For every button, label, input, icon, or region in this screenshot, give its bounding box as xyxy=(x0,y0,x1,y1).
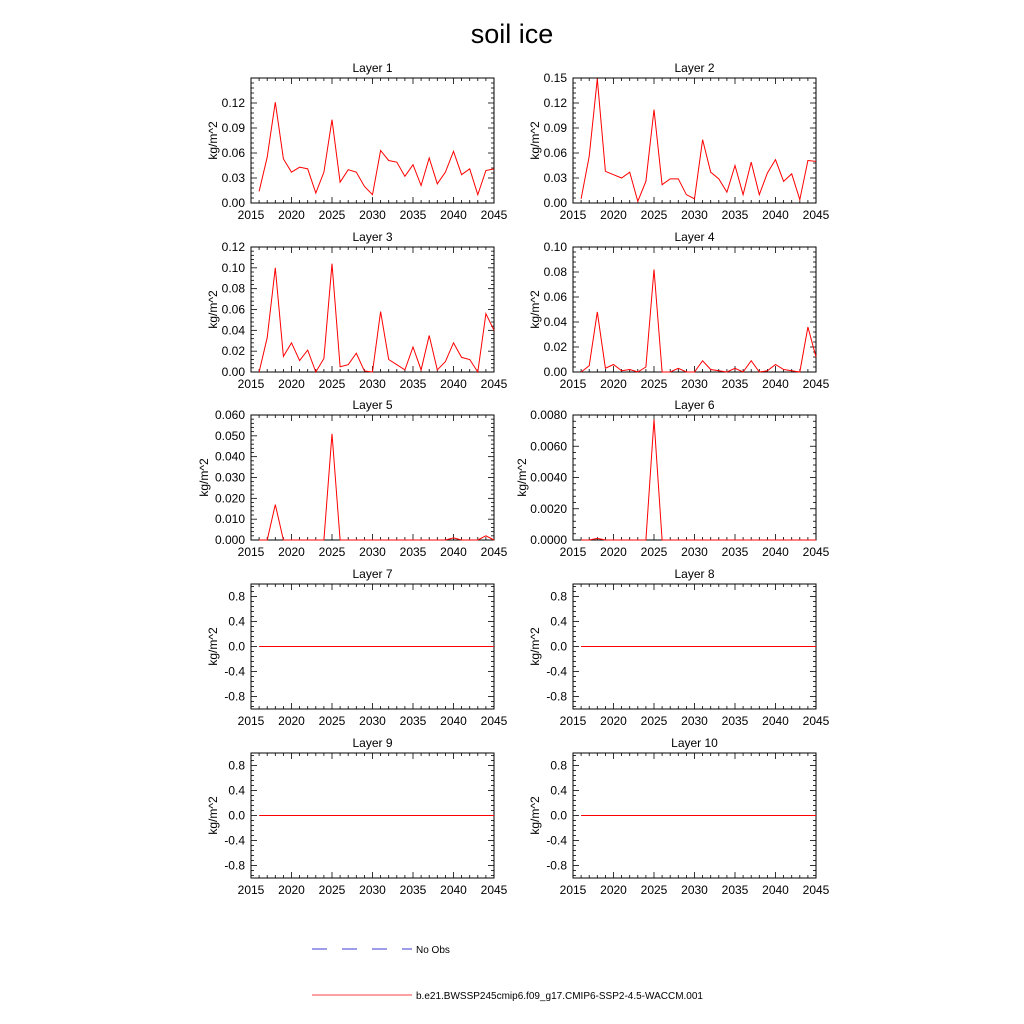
y-tick-label: 0.04 xyxy=(221,323,245,338)
y-tick-label: 0.4 xyxy=(228,783,245,798)
figure-title: soil ice xyxy=(470,19,554,49)
y-axis-label: kg/m^2 xyxy=(528,627,542,666)
x-tick-label: 2045 xyxy=(480,883,508,897)
y-tick-label: 0.10 xyxy=(221,260,245,275)
x-tick-label: 2040 xyxy=(440,883,467,897)
y-tick-label: 0.0080 xyxy=(530,408,567,422)
y-axis-label: kg/m^2 xyxy=(206,627,220,666)
y-tick-label: 0.06 xyxy=(221,302,245,317)
x-tick-label: 2035 xyxy=(721,883,749,897)
x-tick-label: 2030 xyxy=(681,377,708,391)
y-tick-label: 0.0 xyxy=(550,808,567,823)
x-tick-label: 2015 xyxy=(237,714,265,728)
panel-layer-8 xyxy=(528,567,830,728)
x-tick-label: 2045 xyxy=(480,545,508,559)
y-axis-label: kg/m^2 xyxy=(528,290,542,329)
panel-title: Layer 8 xyxy=(674,567,715,581)
x-tick-label: 2015 xyxy=(559,714,587,728)
y-tick-label: 0.0 xyxy=(228,808,245,823)
y-axis-label: kg/m^2 xyxy=(515,458,529,497)
plot-frame xyxy=(251,247,494,372)
y-tick-label: 0.12 xyxy=(221,96,245,110)
x-tick-label: 2045 xyxy=(802,714,830,728)
panel-layer-7 xyxy=(206,567,508,728)
panel-layer-3 xyxy=(206,230,508,391)
x-tick-label: 2025 xyxy=(318,883,346,897)
x-tick-label: 2045 xyxy=(480,714,508,728)
panel-title: Layer 10 xyxy=(671,736,718,750)
y-tick-label: -0.4 xyxy=(546,664,567,679)
y-tick-label: 0.12 xyxy=(221,240,245,254)
x-tick-label: 2015 xyxy=(237,377,265,391)
legend-model-label: b.e21.BWSSP245cmip6.f09_g17.CMIP6-SSP2-4.5-WACCM.001 xyxy=(416,991,703,1002)
x-tick-label: 2045 xyxy=(802,377,830,391)
x-tick-label: 2025 xyxy=(318,545,346,559)
panel-layer-10 xyxy=(528,736,830,897)
y-tick-label: 0.02 xyxy=(221,344,245,359)
y-tick-label: -0.8 xyxy=(546,689,567,704)
y-tick-label: 0.060 xyxy=(214,408,245,422)
x-tick-label: 2020 xyxy=(600,545,627,559)
x-tick-label: 2035 xyxy=(399,377,427,391)
legend-obs-label: No Obs xyxy=(416,945,450,956)
y-axis-label: kg/m^2 xyxy=(206,290,220,329)
x-tick-label: 2015 xyxy=(237,208,265,222)
y-tick-label: 0.8 xyxy=(228,589,245,604)
x-tick-label: 2015 xyxy=(559,883,587,897)
y-tick-label: 0.03 xyxy=(221,171,245,185)
x-tick-label: 2030 xyxy=(681,208,708,222)
panel-title: Layer 3 xyxy=(352,230,393,244)
y-tick-label: 0.0020 xyxy=(530,501,567,516)
y-tick-label: 0.0040 xyxy=(530,470,567,485)
y-tick-label: 0.00 xyxy=(543,196,567,210)
plot-frame xyxy=(251,415,494,540)
y-tick-label: 0.00 xyxy=(221,365,245,379)
y-tick-label: -0.8 xyxy=(224,858,245,873)
y-axis-label: kg/m^2 xyxy=(197,458,211,497)
y-tick-label: 0.050 xyxy=(214,428,245,443)
series-line xyxy=(581,79,816,202)
x-tick-label: 2030 xyxy=(359,714,386,728)
x-tick-label: 2030 xyxy=(359,545,386,559)
panel-layer-2 xyxy=(528,61,830,222)
y-tick-label: -0.8 xyxy=(224,689,245,704)
x-tick-label: 2020 xyxy=(278,208,305,222)
x-tick-label: 2035 xyxy=(399,208,427,222)
x-tick-label: 2045 xyxy=(480,377,508,391)
y-axis-label: kg/m^2 xyxy=(528,796,542,835)
x-tick-label: 2025 xyxy=(640,377,668,391)
y-tick-label: 0.010 xyxy=(214,512,245,527)
x-tick-label: 2015 xyxy=(559,545,587,559)
panel-title: Layer 4 xyxy=(674,230,715,244)
x-tick-label: 2040 xyxy=(762,377,789,391)
panel-title: Layer 6 xyxy=(674,398,715,412)
legend xyxy=(312,945,703,1002)
y-tick-label: 0.09 xyxy=(543,121,567,135)
y-axis-label: kg/m^2 xyxy=(528,121,542,160)
plot-frame xyxy=(573,78,816,203)
y-tick-label: 0.0000 xyxy=(530,533,567,547)
y-tick-label: 0.040 xyxy=(214,449,245,464)
x-tick-label: 2020 xyxy=(278,545,305,559)
y-tick-label: 0.020 xyxy=(214,491,245,506)
x-tick-label: 2025 xyxy=(640,545,668,559)
x-tick-label: 2030 xyxy=(359,208,386,222)
panel-title: Layer 9 xyxy=(352,736,393,750)
y-axis-label: kg/m^2 xyxy=(206,121,220,160)
x-tick-label: 2040 xyxy=(440,377,467,391)
y-tick-label: 0.8 xyxy=(228,758,245,773)
panel-layer-5 xyxy=(197,398,508,559)
x-tick-label: 2030 xyxy=(681,545,708,559)
x-tick-label: 2020 xyxy=(600,208,627,222)
x-tick-label: 2025 xyxy=(318,377,346,391)
x-tick-label: 2040 xyxy=(440,714,467,728)
y-axis-label: kg/m^2 xyxy=(206,796,220,835)
y-tick-label: 0.000 xyxy=(214,533,245,547)
x-tick-label: 2040 xyxy=(762,208,789,222)
plot-frame xyxy=(573,247,816,372)
x-tick-label: 2025 xyxy=(318,208,346,222)
x-tick-label: 2035 xyxy=(399,883,427,897)
x-tick-label: 2035 xyxy=(721,208,749,222)
y-tick-label: 0.0060 xyxy=(530,439,567,454)
plot-frame xyxy=(251,78,494,203)
panel-layer-9 xyxy=(206,736,508,897)
y-tick-label: 0.030 xyxy=(214,470,245,485)
y-tick-label: 0.12 xyxy=(543,96,567,110)
panel-title: Layer 5 xyxy=(352,398,393,412)
x-tick-label: 2035 xyxy=(721,714,749,728)
y-tick-label: 0.0 xyxy=(228,639,245,654)
y-tick-label: 0.15 xyxy=(543,71,567,85)
x-tick-label: 2020 xyxy=(278,883,305,897)
plot-frame xyxy=(573,415,816,540)
panel-title: Layer 1 xyxy=(352,61,393,75)
panel-layer-4 xyxy=(528,230,830,391)
y-tick-label: 0.8 xyxy=(550,758,567,773)
y-tick-label: 0.4 xyxy=(550,783,567,798)
y-tick-label: 0.08 xyxy=(543,265,567,279)
x-tick-label: 2020 xyxy=(600,883,627,897)
panels xyxy=(197,61,830,897)
y-tick-label: 0.00 xyxy=(543,365,567,379)
y-tick-label: 0.06 xyxy=(543,290,567,304)
y-tick-label: 0.08 xyxy=(221,281,245,296)
x-tick-label: 2035 xyxy=(721,545,749,559)
y-tick-label: 0.02 xyxy=(543,340,567,354)
x-tick-label: 2030 xyxy=(359,883,386,897)
panel-title: Layer 7 xyxy=(352,567,393,581)
x-tick-label: 2030 xyxy=(681,883,708,897)
x-tick-label: 2040 xyxy=(762,883,789,897)
x-tick-label: 2030 xyxy=(681,714,708,728)
x-tick-label: 2020 xyxy=(600,714,627,728)
x-tick-label: 2040 xyxy=(762,545,789,559)
x-tick-label: 2025 xyxy=(640,883,668,897)
x-tick-label: 2030 xyxy=(359,377,386,391)
x-tick-label: 2035 xyxy=(399,714,427,728)
series-line xyxy=(259,434,494,540)
x-tick-label: 2040 xyxy=(440,208,467,222)
y-tick-label: 0.8 xyxy=(550,589,567,604)
y-tick-label: -0.4 xyxy=(224,664,245,679)
series-line xyxy=(581,270,816,373)
y-tick-label: 0.4 xyxy=(228,614,245,629)
x-tick-label: 2015 xyxy=(237,883,265,897)
y-tick-label: 0.4 xyxy=(550,614,567,629)
x-tick-label: 2020 xyxy=(278,714,305,728)
panel-layer-6 xyxy=(515,398,830,559)
x-tick-label: 2045 xyxy=(802,883,830,897)
series-line xyxy=(259,102,494,195)
y-tick-label: 0.0 xyxy=(550,639,567,654)
x-tick-label: 2015 xyxy=(559,208,587,222)
x-tick-label: 2025 xyxy=(318,714,346,728)
y-tick-label: 0.06 xyxy=(221,146,245,160)
x-tick-label: 2015 xyxy=(559,377,587,391)
x-tick-label: 2020 xyxy=(600,377,627,391)
x-tick-label: 2045 xyxy=(480,208,508,222)
y-tick-label: 0.03 xyxy=(543,171,567,185)
x-tick-label: 2035 xyxy=(721,377,749,391)
x-tick-label: 2045 xyxy=(802,208,830,222)
x-tick-label: 2025 xyxy=(640,208,668,222)
x-tick-label: 2015 xyxy=(237,545,265,559)
y-tick-label: 0.00 xyxy=(221,196,245,210)
series-line xyxy=(259,264,494,372)
panel-title: Layer 2 xyxy=(674,61,715,75)
x-tick-label: 2045 xyxy=(802,545,830,559)
y-tick-label: -0.4 xyxy=(224,833,245,848)
x-tick-label: 2035 xyxy=(399,545,427,559)
x-tick-label: 2020 xyxy=(278,377,305,391)
y-tick-label: -0.4 xyxy=(546,833,567,848)
series-line xyxy=(581,420,816,540)
y-tick-label: 0.10 xyxy=(543,240,567,254)
x-tick-label: 2040 xyxy=(762,714,789,728)
panel-layer-1 xyxy=(206,61,508,222)
y-tick-label: 0.04 xyxy=(543,315,567,329)
y-tick-label: -0.8 xyxy=(546,858,567,873)
x-tick-label: 2040 xyxy=(440,545,467,559)
y-tick-label: 0.09 xyxy=(221,121,245,135)
y-tick-label: 0.06 xyxy=(543,146,567,160)
x-tick-label: 2025 xyxy=(640,714,668,728)
